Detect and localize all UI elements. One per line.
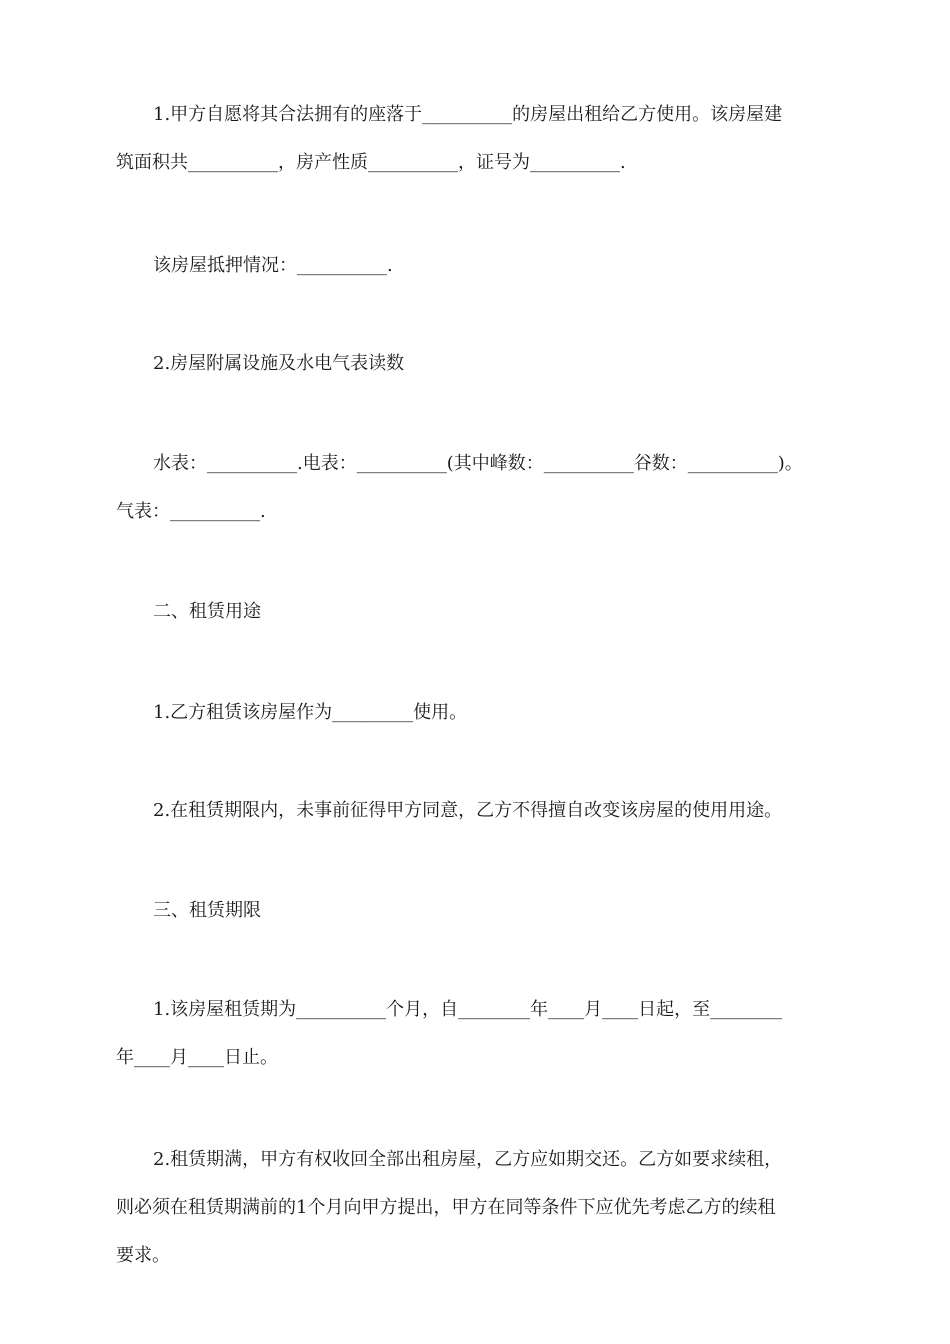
text-line: 二、租赁用途 (153, 601, 261, 622)
clause-meter-readings (116, 440, 838, 536)
clause-usage-restriction (116, 787, 838, 835)
text-line: 年____月____日止。 (116, 1047, 278, 1068)
text-line: 则必须在租赁期满前的1个月向甲方提出，甲方在同等条件下应优先考虑乙方的续租 (116, 1197, 776, 1218)
clause-mortgage-status (116, 242, 838, 290)
clause-facilities-heading (116, 340, 838, 388)
section-heading-usage (116, 588, 838, 636)
clause-usage-purpose (116, 689, 838, 737)
text-line: 1.乙方租赁该房屋作为_________使用。 (153, 702, 468, 723)
text-line: 2.在租赁期限内，未事前征得甲方同意，乙方不得擅自改变该房屋的使用用途。 (153, 800, 783, 821)
text-line: 2.租赁期满，甲方有权收回全部出租房屋，乙方应如期交还。乙方如要求续租， (153, 1149, 783, 1170)
text-line: 要求。 (116, 1245, 170, 1266)
text-line: 1.该房屋租赁期为__________个月，自________年____月____日起，至________ (153, 999, 783, 1020)
text-line: 三、租赁期限 (153, 900, 261, 921)
section-heading-term (116, 887, 838, 935)
text-line: 1.甲方自愿将其合法拥有的座落于__________的房屋出租给乙方使用。该房屋建 (153, 104, 783, 125)
text-line: 2.房屋附属设施及水电气表读数 (153, 353, 405, 374)
text-line: 气表：__________. (116, 501, 266, 522)
text-line: 该房屋抵押情况：__________. (153, 255, 393, 276)
text-line: 水表：__________.电表：__________(其中峰数：__________谷数：__________)。 (153, 453, 803, 474)
clause-house-location (116, 91, 838, 187)
text-line: 筑面积共__________，房产性质__________，证号为__________. (116, 152, 626, 173)
clause-lease-term (116, 986, 838, 1082)
clause-lease-renewal (116, 1136, 838, 1280)
